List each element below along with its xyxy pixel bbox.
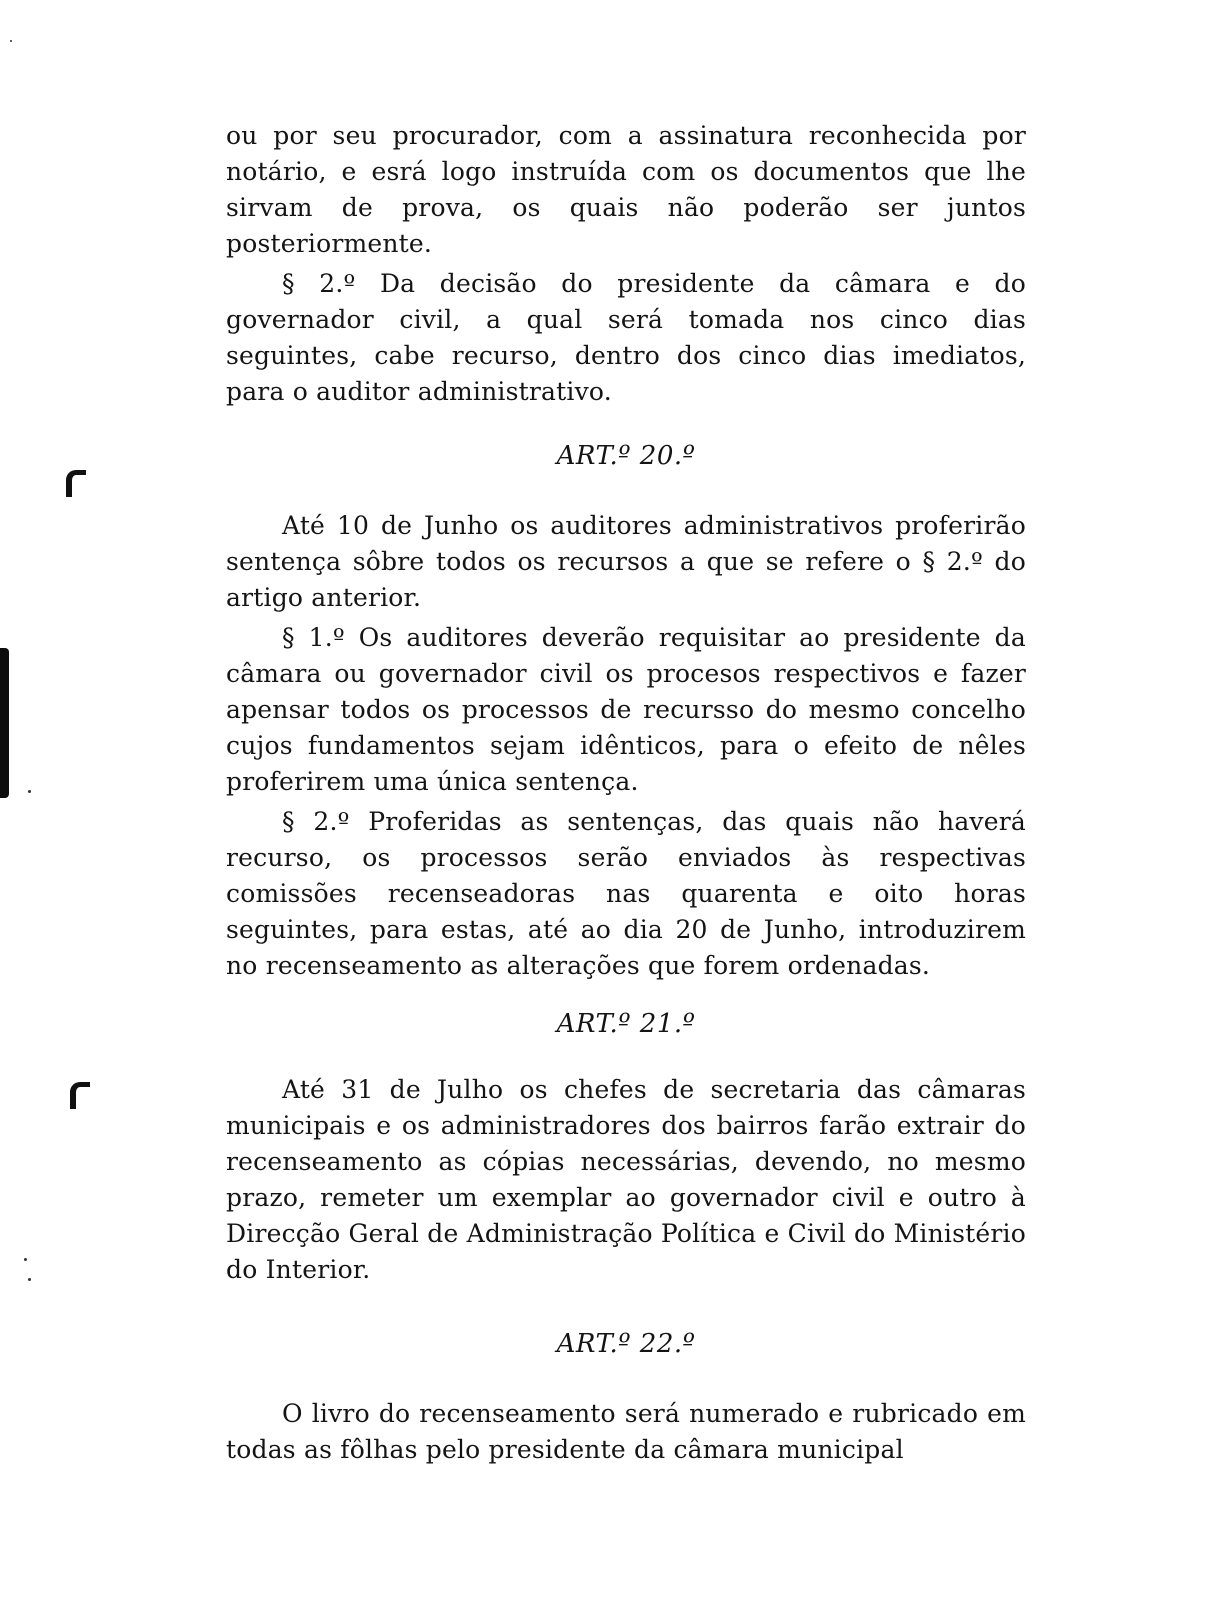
article-20-paragraph-2: § 2.º Proferidas as sentenças, das quais não haverá recurso, os processos serão enviados às respectivas comissões recenseadoras nas quarenta e oito horas seguintes, para estas, até ao dia 20 de Junho, introduzirem no recenseamento as alterações que forem ordenadas. xyxy=(226,807,1026,980)
scan-speck xyxy=(10,40,12,42)
article-21-body: Até 31 de Julho os chefes de secretaria das câmaras municipais e os administradores dos bairros farão extrair do recenseamento as cópias necessárias, devendo, no mesmo prazo, remeter um exemplar ao governador civil e outro à Direcção Geral de Administração Política e Civil do Ministério do Interior. xyxy=(226,1075,1026,1284)
continuation-paragraph: ou por seu procurador, com a assinatura reconhecida por notário, e esrá logo instruída com os documentos que lhe sirvam de prova, os quais não poderão ser juntos posteriormente. xyxy=(226,121,1026,258)
scan-speck xyxy=(28,790,31,793)
article-20-heading: ART.º 20.º xyxy=(556,441,696,471)
article-21-heading: ART.º 21.º xyxy=(556,1009,696,1039)
punch-mark-bottom xyxy=(70,1082,90,1109)
paragraph-2-previous-article: § 2.º Da decisão do presidente da câmara e do governador civil, a qual será tomada nos cinco dias seguintes, cabe recurso, dentro dos cinco dias imediatos, para o auditor administrativo. xyxy=(226,269,1026,406)
scan-speck xyxy=(24,1258,27,1261)
punch-mark-top xyxy=(66,470,86,497)
article-21-section xyxy=(226,1072,1026,1292)
continuation-section xyxy=(226,118,1026,414)
article-20-paragraph-1: § 1.º Os auditores deverão requisitar ao presidente da câmara ou governador civil os procesos respectivos e fazer apensar todos os processos de recursso do mesmo concelho cujos fundamentos sejam idênticos, para o efeito de nêles proferirem uma única sentença. xyxy=(226,623,1026,796)
article-22-body: O livro do recenseamento será numerado e rubricado em todas as fôlhas pelo presidente da câmara municipal xyxy=(226,1399,1026,1464)
article-22-heading: ART.º 22.º xyxy=(556,1329,696,1359)
scan-speck xyxy=(28,1278,31,1281)
article-20-body: Até 10 de Junho os auditores administrativos proferirão sentença sôbre todos os recursos a que se refere o § 2.º do artigo anterior. xyxy=(226,511,1026,612)
binding-shadow xyxy=(0,648,9,798)
article-20-section xyxy=(226,508,1026,988)
article-22-section xyxy=(226,1396,1026,1472)
